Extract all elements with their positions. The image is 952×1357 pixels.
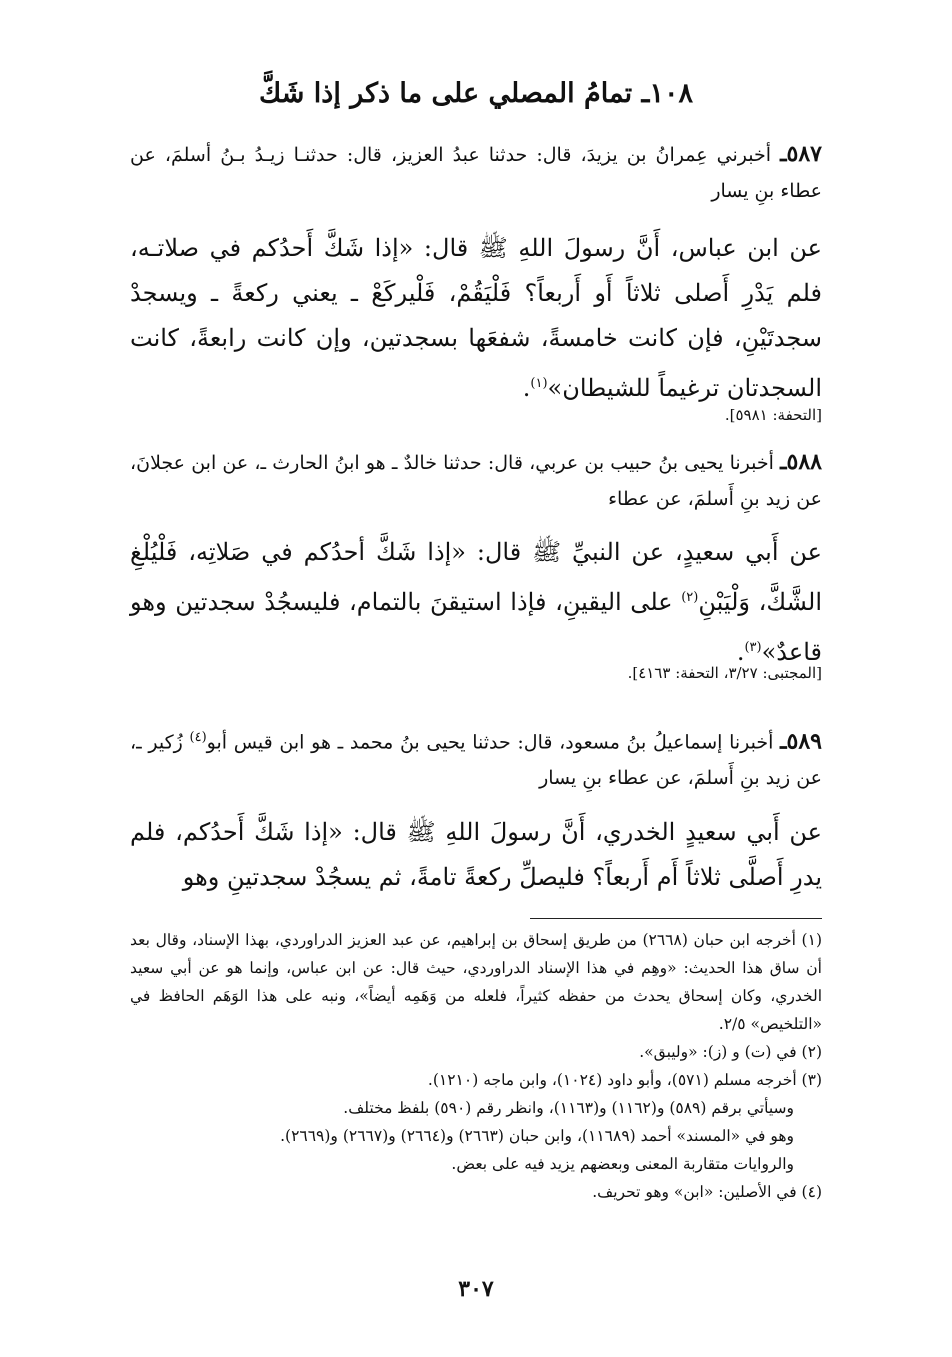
- hadith-number: ٥٨٨ـ: [780, 449, 822, 475]
- hadith-587-reference: [التحفة: ٥٩٨١].: [724, 406, 822, 424]
- page-number: ٣٠٧: [458, 1276, 494, 1302]
- matn-end: .: [522, 374, 531, 402]
- footnotes: [130, 926, 822, 1206]
- isnad-text-b: زُكير ـ، عن زيد بنِ أَسلمَ، عن عطاء بنِ يسار: [130, 731, 822, 790]
- hadith-number: ٥٨٩ـ: [780, 728, 822, 755]
- hadith-588-isnad: [130, 444, 822, 517]
- hadith-589-isnad: [130, 720, 822, 796]
- footnote-2: (٢) في (ت) و (ز): «وليبق».: [639, 1043, 822, 1061]
- hadith-587-isnad: [130, 136, 822, 209]
- footnote-ref: (٣): [744, 640, 762, 655]
- chapter-title: ١٠٨ـ تمامُ المصلي على ما ذكر إذا شَكَّ: [259, 78, 693, 109]
- footnote-ref: (٤): [189, 730, 207, 745]
- footnote-separator: [530, 918, 822, 919]
- footnote-ref: (٢): [681, 590, 699, 605]
- matn-end: .: [736, 638, 745, 666]
- hadith-number: ٥٨٧ـ: [780, 141, 822, 167]
- footnote-3: (٣) أخرجه مسلم (٥٧١)، وأبو داود (١٠٢٤)، وابن ماجه (١٢١٠).: [427, 1071, 822, 1089]
- footnote-3-continued: والروايات متقاربة المعنى وبعضهم يزيد فيه على بعض.: [451, 1155, 794, 1173]
- isnad-text-a: أخبرنا إسماعيلُ بنُ مسعود، قال: حدثنا يحيى بنُ محمد ـ هو ابن قيس أبو: [206, 731, 774, 754]
- isnad-text: أخبرنا يحيى بنُ حبيب بن عربي، قال: حدثنا خالدٌ ـ هو ابنُ الحارث ـ، عن ابن عجلانَ، عن زيد بنِ أَسلمَ، عن عطاء: [130, 452, 822, 510]
- footnote-3-continued: وهو في «المسند» أحمد (١١٦٨٩)، وابن حبان (٢٦٦٣) و(٢٦٦٤) و(٢٦٦٧) و(٢٦٦٩).: [280, 1127, 794, 1145]
- footnote-3-continued: وسيأتي برقم (٥٨٩) و(١١٦٢) و(١١٦٣)، وانظر رقم (٥٩٠) بلفظ مختلف.: [343, 1099, 794, 1117]
- isnad-text: أخبرني عِمرانُ بن يزيدَ، قال: حدثنا عبدُ العزيز، قال: حدثنـا زيـدُ بـنُ أسلمَ، عن عطاء بنِ يسار: [130, 144, 822, 202]
- footnote-1: (١) أخرجه ابن حبان (٢٦٦٨) من طريق إسحاق بن إبراهيم، عن عبد العزيز الدراوردي، بهذا الإسناد، وقال بعد أن ساق هذا الحديث: «وهِم في هذا الإسناد الدراوردي، حيث قال: عن ابن عباس، وإنما هو عن أبي سعيد الخدري، وكان إسحاق يحدث من حفظه كثيراً، فلعله من وَهَمِه أيضاً»، ونبه على هذا الوَهَم الحافظ في «التلخيص» ٢/٥.: [130, 931, 822, 1033]
- matn-text-a: عن أَبي سعيدٍ، عن النبيِّ ﷺ قال: «إذا شَكَّ أحدُكم في صَلاتِه، فَلْيُلْغِ الشَّكَّ، وَلْيَبْنِ: [130, 538, 822, 616]
- hadith-587-matn: [130, 226, 822, 411]
- footnote-ref: (١): [530, 376, 548, 391]
- matn-text-b: على اليقينِ، فإذا استيقنَ بالتمام، فليسجُدْ سجدتين وهو قاعدٌ»: [130, 588, 822, 666]
- hadith-588-matn: [130, 530, 822, 675]
- footnote-4: (٤) في الأصلين: «ابن» وهو تحريف.: [592, 1183, 822, 1201]
- matn-text: عن ابن عباس، أَنَّ رسولَ اللهِ ﷺ قال: «إذا شَكَّ أَحدُكم في صلاتـه، فلم يَدْرِ أَصلى ثلاثاً أَو أَربعاً؟ فَلْيَقُمْ، فَلْيركَعْ ـ يعني ركعةً ـ ويسجدْ سجدتَيْنِ، فإن كانت خامسةً، شفعَها بسجدتين، وإن كانت رابعةً، كانت السجدتان ترغيماً للشيطان»: [130, 234, 822, 402]
- hadith-589-matn: عن أَبي سعيدٍ الخدري، أَنَّ رسولَ اللهِ ﷺ قال: «إذا شَكَّ أَحدُكم، فلم يدرِ أَصلَّى ثلاثاً أَم أَربعاً؟ فليصلِّ ركعةً تامةً، ثم يسجُدْ سجدتينِ وهو: [130, 818, 822, 891]
- hadith-588-reference: [المجتبى: ٣/٢٧، التحفة: ٤١٦٣].: [627, 664, 822, 682]
